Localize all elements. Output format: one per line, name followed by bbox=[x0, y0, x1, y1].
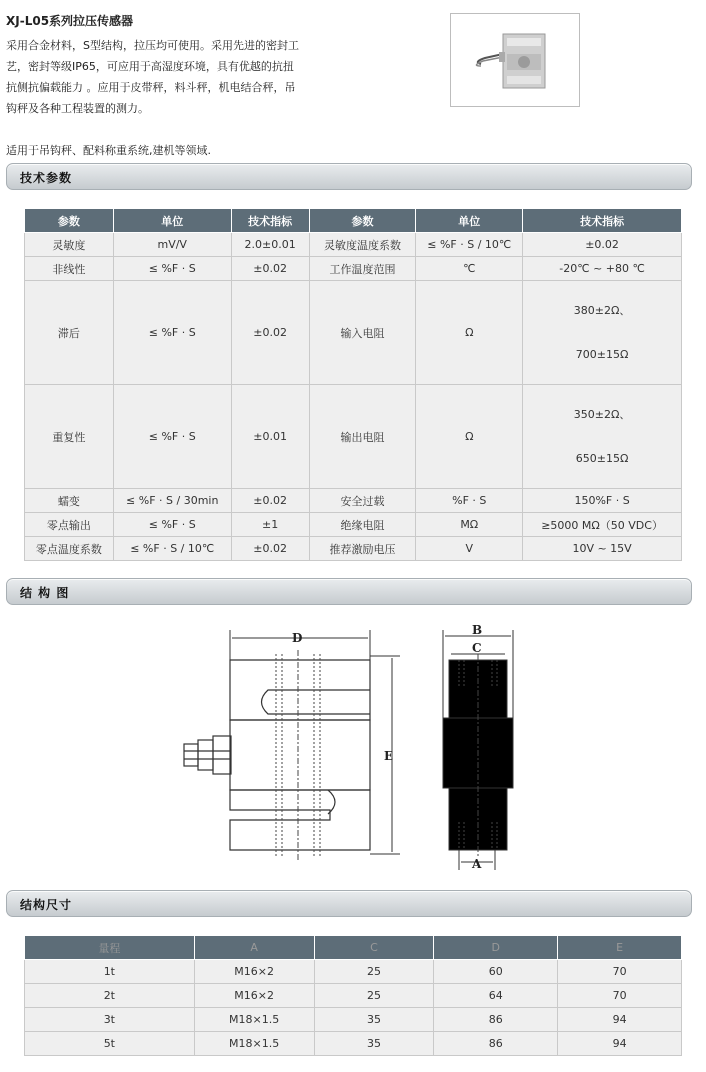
col-header: 技术指标 bbox=[231, 209, 309, 233]
cell: 86 bbox=[434, 1008, 558, 1032]
intro-line: 抗侧抗偏载能力 。应用于皮带秤，料斗秤，机电结合秤，吊 bbox=[6, 81, 296, 94]
col-header: E bbox=[558, 936, 682, 960]
cell: %F · S bbox=[416, 489, 523, 513]
table-row bbox=[25, 960, 682, 984]
cell: 70 bbox=[558, 984, 682, 1008]
cell: 10V ~ 15V bbox=[523, 537, 682, 561]
cell: ±0.01 bbox=[231, 385, 309, 489]
table-row bbox=[25, 257, 682, 281]
cell: 3t bbox=[25, 1008, 195, 1032]
cell: ℃ bbox=[416, 257, 523, 281]
cell: ±0.02 bbox=[523, 233, 682, 257]
spec-table bbox=[24, 208, 682, 561]
intro-block bbox=[6, 12, 336, 119]
cell: 灵敏度温度系数 bbox=[309, 233, 416, 257]
section-title: 结 构 图 bbox=[20, 586, 70, 600]
cell-stacked bbox=[523, 281, 682, 385]
section-title: 技术参数 bbox=[20, 171, 73, 185]
cell: MΩ bbox=[416, 513, 523, 537]
cell: 零点输出 bbox=[25, 513, 114, 537]
cell: M16×2 bbox=[194, 960, 314, 984]
cell: ±0.02 bbox=[231, 257, 309, 281]
connector-body bbox=[198, 740, 213, 770]
section-bar-structure bbox=[6, 578, 692, 605]
cell: 蠕变 bbox=[25, 489, 114, 513]
cell: 35 bbox=[314, 1032, 434, 1056]
cell: ≤ %F · S / 10℃ bbox=[416, 233, 523, 257]
dimension-table bbox=[24, 935, 682, 1056]
cell-line: 350±2Ω、 bbox=[573, 407, 631, 421]
dim-label-A: A bbox=[472, 857, 482, 871]
cell: 2.0±0.01 bbox=[231, 233, 309, 257]
section-bar-dimensions bbox=[6, 890, 692, 917]
table-header-row bbox=[25, 936, 682, 960]
table-header-row bbox=[25, 209, 682, 233]
cell-line: 650±15Ω bbox=[575, 451, 629, 465]
cell: M16×2 bbox=[194, 984, 314, 1008]
cell: Ω bbox=[416, 385, 523, 489]
table-row bbox=[25, 984, 682, 1008]
cell-stacked bbox=[523, 385, 682, 489]
cell: 94 bbox=[558, 1008, 682, 1032]
table-row bbox=[25, 513, 682, 537]
cell: ±1 bbox=[231, 513, 309, 537]
cell: mV/V bbox=[113, 233, 231, 257]
cell: 工作温度范围 bbox=[309, 257, 416, 281]
cell: ≤ %F · S bbox=[113, 281, 231, 385]
table-row bbox=[25, 281, 682, 385]
cell: 绝缘电阻 bbox=[309, 513, 416, 537]
cell: M18×1.5 bbox=[194, 1032, 314, 1056]
cell: 60 bbox=[434, 960, 558, 984]
cell: 非线性 bbox=[25, 257, 114, 281]
connector-tip bbox=[184, 744, 198, 766]
cell: V bbox=[416, 537, 523, 561]
cell: ±0.02 bbox=[231, 489, 309, 513]
cell: 2t bbox=[25, 984, 195, 1008]
table-row bbox=[25, 537, 682, 561]
cell: ±0.02 bbox=[231, 281, 309, 385]
col-header: C bbox=[314, 936, 434, 960]
cell: 输入电阻 bbox=[309, 281, 416, 385]
section-title: 结构尺寸 bbox=[20, 898, 73, 912]
col-header: 单位 bbox=[113, 209, 231, 233]
cell: Ω bbox=[416, 281, 523, 385]
table-row bbox=[25, 233, 682, 257]
cell: 25 bbox=[314, 984, 434, 1008]
intro-line: 钩秤及各种工程装置的测力。 bbox=[6, 102, 149, 115]
cell-line: 700±15Ω bbox=[575, 347, 629, 361]
cell: -20℃ ~ +80 ℃ bbox=[523, 257, 682, 281]
usage-text: 适用于吊钩秤、配料称重系统,建机等领域. bbox=[6, 144, 211, 157]
product-photo bbox=[450, 13, 580, 107]
cell: 94 bbox=[558, 1032, 682, 1056]
cell: ≤ %F · S / 10℃ bbox=[113, 537, 231, 561]
intro-line: 采用合金材料，S型结构，拉压均可使用。采用先进的密封工 bbox=[6, 39, 299, 52]
col-header: 参数 bbox=[25, 209, 114, 233]
col-header: 单位 bbox=[416, 209, 523, 233]
col-header: D bbox=[434, 936, 558, 960]
cell: 25 bbox=[314, 960, 434, 984]
cell: 35 bbox=[314, 1008, 434, 1032]
cell: 64 bbox=[434, 984, 558, 1008]
dim-label-D: D bbox=[292, 631, 303, 645]
table-row bbox=[25, 1008, 682, 1032]
col-header: A bbox=[194, 936, 314, 960]
intro-line: 艺，密封等级IP65，可应用于高湿度环境，具有优越的抗扭 bbox=[6, 60, 294, 73]
dim-label-C: C bbox=[472, 641, 482, 655]
cell: ±0.02 bbox=[231, 537, 309, 561]
cell: 灵敏度 bbox=[25, 233, 114, 257]
cell: ≤ %F · S bbox=[113, 385, 231, 489]
upper-slot bbox=[262, 690, 371, 714]
cell: 5t bbox=[25, 1032, 195, 1056]
dim-label-B: B bbox=[472, 623, 483, 637]
structure-drawing bbox=[0, 610, 706, 890]
product-title: XJ-L05系列拉压传感器 bbox=[6, 14, 134, 28]
cell: ≤ %F · S bbox=[113, 257, 231, 281]
cell: 150%F · S bbox=[523, 489, 682, 513]
cell: 1t bbox=[25, 960, 195, 984]
cell: 推荐激励电压 bbox=[309, 537, 416, 561]
cell: 70 bbox=[558, 960, 682, 984]
cell: ≥5000 MΩ（50 VDC） bbox=[523, 513, 682, 537]
table-row bbox=[25, 385, 682, 489]
dim-label-E: E bbox=[384, 749, 394, 763]
bottom-jaw bbox=[230, 790, 370, 850]
section-bar-spec bbox=[6, 163, 692, 190]
cell: 重复性 bbox=[25, 385, 114, 489]
cell: 安全过载 bbox=[309, 489, 416, 513]
table-row bbox=[25, 1032, 682, 1056]
col-header: 参数 bbox=[309, 209, 416, 233]
cell: ≤ %F · S bbox=[113, 513, 231, 537]
col-header: 技术指标 bbox=[523, 209, 682, 233]
cell: M18×1.5 bbox=[194, 1008, 314, 1032]
cell-line: 380±2Ω、 bbox=[573, 303, 631, 317]
cell: 输出电阻 bbox=[309, 385, 416, 489]
cell: 零点温度系数 bbox=[25, 537, 114, 561]
cell: 滞后 bbox=[25, 281, 114, 385]
connector-nut bbox=[213, 736, 231, 774]
cell: 86 bbox=[434, 1032, 558, 1056]
cell: ≤ %F · S / 30min bbox=[113, 489, 231, 513]
col-header: 量程 bbox=[25, 936, 195, 960]
table-row bbox=[25, 489, 682, 513]
middle-body bbox=[230, 720, 370, 790]
